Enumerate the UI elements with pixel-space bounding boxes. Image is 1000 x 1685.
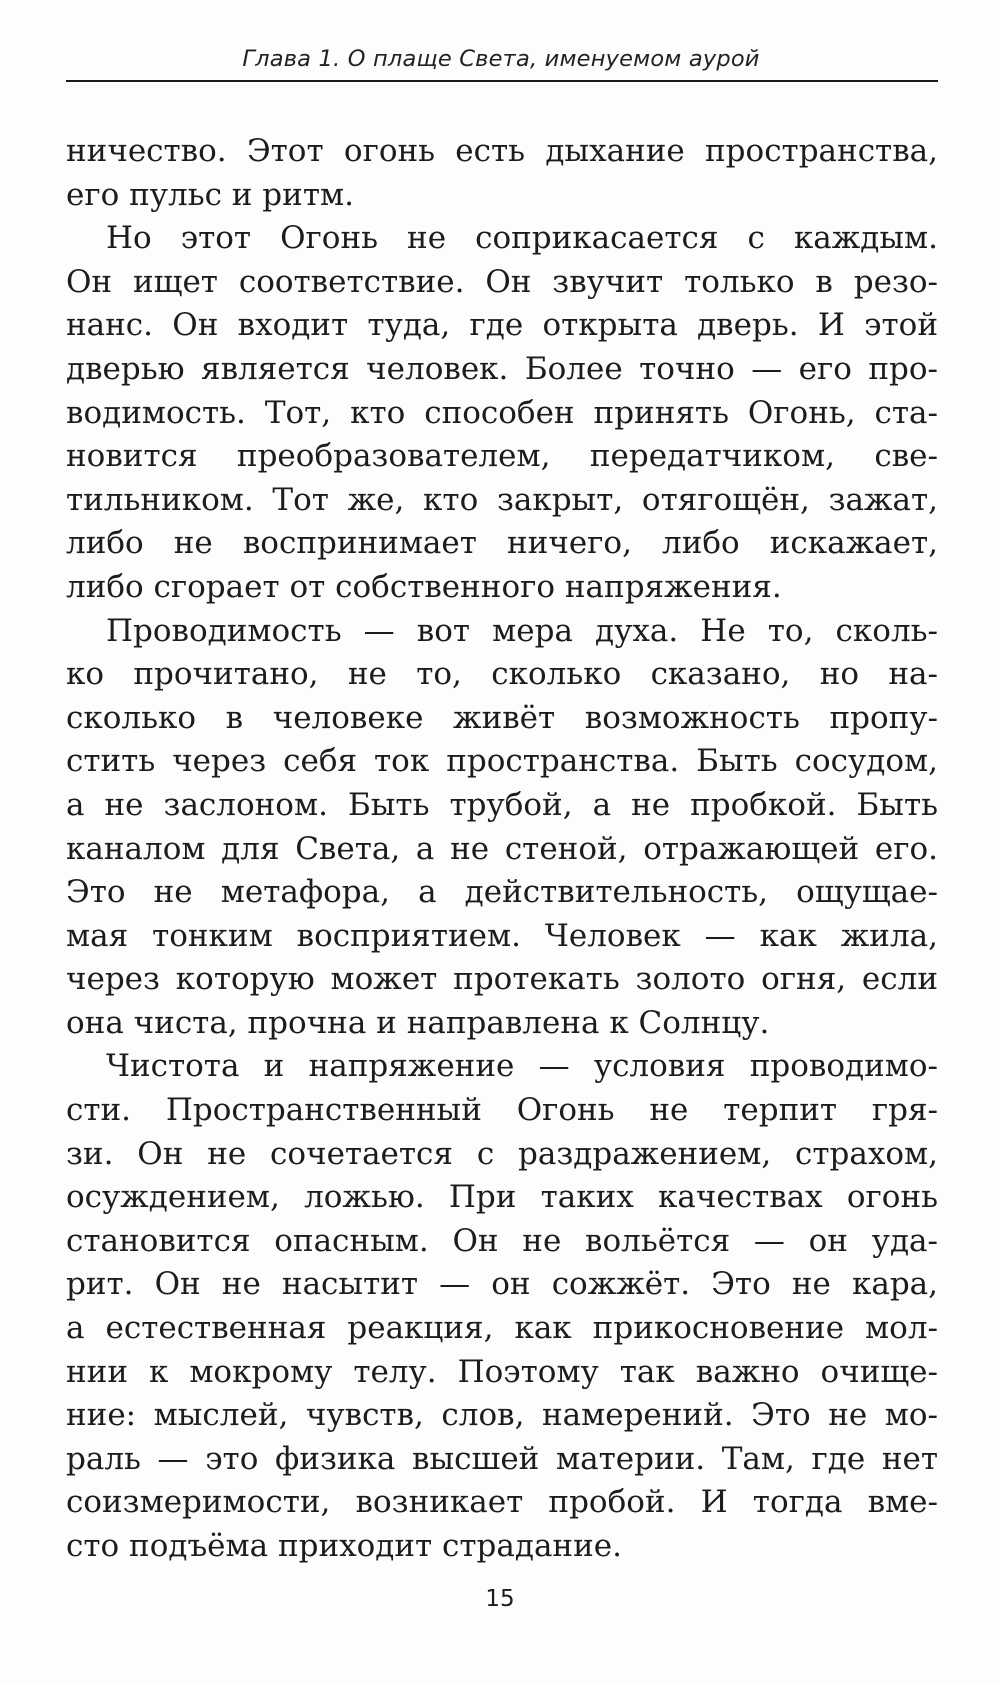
text-line: через которую может протекать золото огня, если	[66, 961, 938, 998]
text-line: Чистота и напряжение — условия проводимо-	[106, 1048, 938, 1085]
text-line: рит. Он не насытит — он сожжёт. Это не кара,	[66, 1266, 938, 1303]
text-line: сколько в человеке живёт возможность пропу-	[66, 699, 938, 736]
text-line: мая тонким восприятием. Человек — как жила,	[66, 917, 938, 954]
text-line: соизмеримости, возникает пробой. И тогда вме-	[66, 1484, 938, 1521]
text-line: Это не метафора, а действительность, ощущае-	[66, 874, 938, 911]
text-line: ко прочитано, не то, сколько сказано, но на-	[66, 656, 938, 693]
text-line: ние: мыслей, чувств, слов, намерений. Это не мо-	[66, 1397, 938, 1434]
text-line: Но этот Огонь не соприкасается с каждым.	[106, 220, 938, 257]
text-line: тильником. Тот же, кто закрыт, отягощён, зажат,	[66, 481, 938, 518]
text-line: Проводимость — вот мера духа. Не то, сколь-	[106, 612, 938, 649]
paragraph	[66, 1045, 938, 1568]
text-line: его пульс и ритм.	[66, 176, 354, 213]
text-line: а естественная реакция, как прикосновение мол-	[66, 1310, 938, 1347]
header-rule	[66, 80, 938, 82]
paragraph	[66, 217, 938, 609]
text-line: каналом для Света, а не стеной, отражающей его.	[66, 830, 938, 867]
text-line: стить через себя ток пространства. Быть сосудом,	[66, 743, 938, 780]
text-line: становится опасным. Он не вольётся — он уда-	[66, 1222, 938, 1259]
text-line: новится преобразователем, передатчиком, све-	[66, 438, 938, 475]
running-head: Глава 1. О плаще Света, именуемом аурой	[242, 46, 760, 72]
text-line: нанс. Он входит туда, где открыта дверь. И этой	[66, 307, 938, 344]
text-line: сти. Пространственный Огонь не терпит гря-	[66, 1092, 938, 1129]
text-line: сто подъёма приходит страдание.	[66, 1528, 622, 1564]
paragraph	[66, 130, 938, 217]
text-line: дверью является человек. Более точно — его про-	[66, 350, 938, 387]
text-line: водимость. Тот, кто способен принять Огонь, ста-	[66, 394, 938, 431]
text-line: ничество. Этот огонь есть дыхание пространства,	[66, 133, 938, 169]
text-line: либо сгорает от собственного напряжения.	[66, 568, 782, 605]
text-line: она чиста, прочна и направлена к Солнцу.	[66, 1004, 770, 1041]
text-line: либо не воспринимает ничего, либо искажает,	[66, 525, 938, 562]
text-line: раль — это физика высшей материи. Там, где нет	[66, 1440, 938, 1477]
text-line: нии к мокрому телу. Поэтому так важно очище-	[66, 1353, 938, 1390]
page-number: 15	[485, 1586, 515, 1612]
text-line: а не заслоном. Быть трубой, а не пробкой. Быть	[66, 786, 938, 823]
body-text	[66, 130, 938, 1569]
text-line: осуждением, ложью. При таких качествах огонь	[66, 1179, 938, 1216]
text-line: Он ищет соответствие. Он звучит только в резо-	[66, 263, 938, 300]
text-line: зи. Он не сочетается с раздражением, страхом,	[66, 1135, 938, 1172]
paragraph	[66, 610, 938, 1046]
